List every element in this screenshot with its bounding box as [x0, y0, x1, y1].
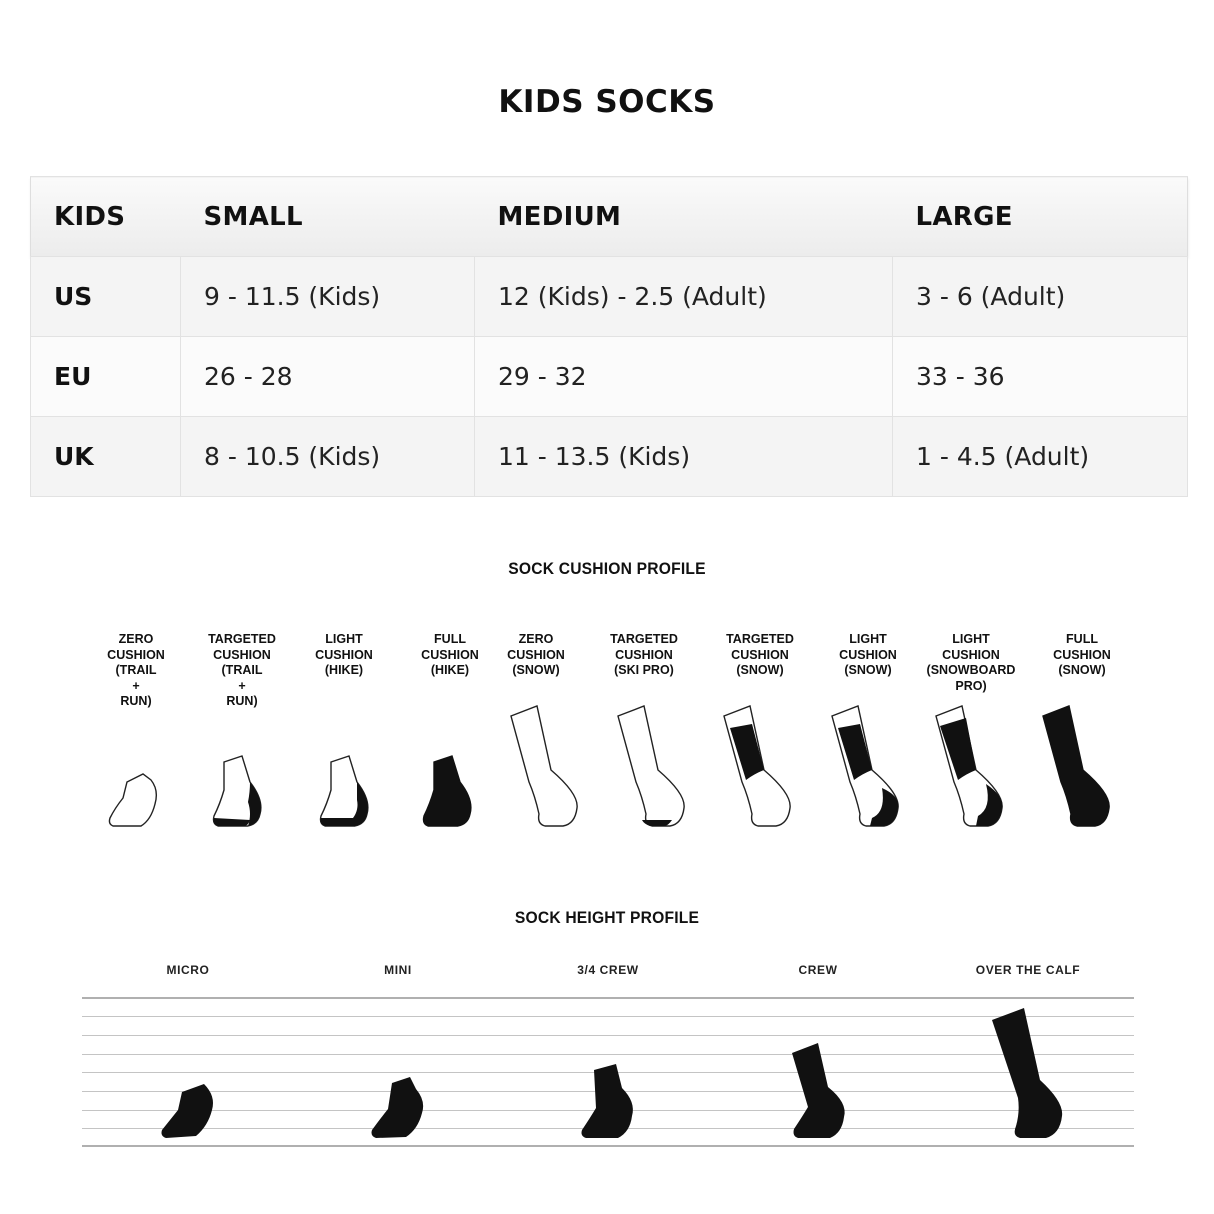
cell-small: 8 - 10.5 (Kids): [181, 417, 475, 497]
table-row-eu: [31, 337, 1188, 417]
sock-over-the-calf-icon: [990, 1006, 1070, 1140]
height-guide-line: [82, 997, 1134, 999]
cushion-profile-title: SOCK CUSHION PROFILE: [508, 559, 706, 578]
height-label: MINI: [384, 963, 412, 977]
row-label: US: [31, 257, 181, 337]
header-small: SMALL: [181, 177, 475, 257]
height-label: 3/4 CREW: [577, 963, 639, 977]
cushion-label: LIGHT CUSHION (SNOWBOARD PRO): [926, 632, 1016, 693]
height-guide-line: [82, 1145, 1134, 1147]
sock-targeted-cushion-snow-icon: [718, 700, 800, 830]
cushion-label: FULL CUSHION (HIKE): [421, 632, 479, 677]
sock-mini-icon: [368, 1075, 428, 1140]
cushion-label: ZERO CUSHION (TRAIL + RUN): [107, 632, 165, 708]
cell-small: 9 - 11.5 (Kids): [181, 257, 475, 337]
header-medium: MEDIUM: [475, 177, 893, 257]
sock-light-cushion-icon: [315, 752, 377, 830]
cushion-label: FULL CUSHION (SNOW): [1053, 632, 1111, 677]
sock-targeted-cushion-ski-icon: [612, 700, 694, 830]
sock-crew-icon: [788, 1041, 852, 1140]
height-profile-title: SOCK HEIGHT PROFILE: [514, 908, 700, 927]
cell-medium: 29 - 32: [475, 337, 893, 417]
table-row-uk: [31, 417, 1188, 497]
cell-small: 26 - 28: [181, 337, 475, 417]
height-guide-line: [82, 1016, 1134, 1017]
height-label: MICRO: [166, 963, 210, 977]
sock-targeted-cushion-icon: [208, 752, 270, 830]
height-guide-line: [82, 1035, 1134, 1036]
page-title: KIDS SOCKS: [498, 84, 716, 120]
table-row-us: [31, 257, 1188, 337]
cell-medium: 12 (Kids) - 2.5 (Adult): [475, 257, 893, 337]
cushion-label: ZERO CUSHION (SNOW): [507, 632, 565, 677]
sock-full-cushion-icon: [418, 752, 480, 830]
sock-zero-cushion-snow-icon: [505, 700, 587, 830]
sock-three-quarter-crew-icon: [578, 1062, 638, 1140]
cell-medium: 11 - 13.5 (Kids): [475, 417, 893, 497]
size-chart-table: [30, 176, 1188, 497]
cushion-label: TARGETED CUSHION (TRAIL + RUN): [208, 632, 276, 708]
sock-micro-icon: [158, 1082, 218, 1140]
cell-large: 1 - 4.5 (Adult): [893, 417, 1188, 497]
row-label: UK: [31, 417, 181, 497]
cushion-label: LIGHT CUSHION (SNOW): [839, 632, 897, 677]
height-guide-line: [82, 1054, 1134, 1055]
sock-light-cushion-snowboard-icon: [930, 700, 1012, 830]
header-kids: KIDS: [31, 177, 181, 257]
table-header-row: [31, 177, 1188, 257]
header-large: LARGE: [893, 177, 1188, 257]
height-label: CREW: [798, 963, 838, 977]
sock-full-cushion-snow-icon: [1037, 700, 1119, 830]
cushion-label: LIGHT CUSHION (HIKE): [315, 632, 373, 677]
height-label: OVER THE CALF: [975, 963, 1081, 977]
cushion-label: TARGETED CUSHION (SKI PRO): [610, 632, 678, 677]
cushion-label: TARGETED CUSHION (SNOW): [726, 632, 794, 677]
cell-large: 3 - 6 (Adult): [893, 257, 1188, 337]
cell-large: 33 - 36: [893, 337, 1188, 417]
sock-light-cushion-snow-icon: [826, 700, 908, 830]
row-label: EU: [31, 337, 181, 417]
sock-zero-cushion-icon: [105, 768, 165, 830]
